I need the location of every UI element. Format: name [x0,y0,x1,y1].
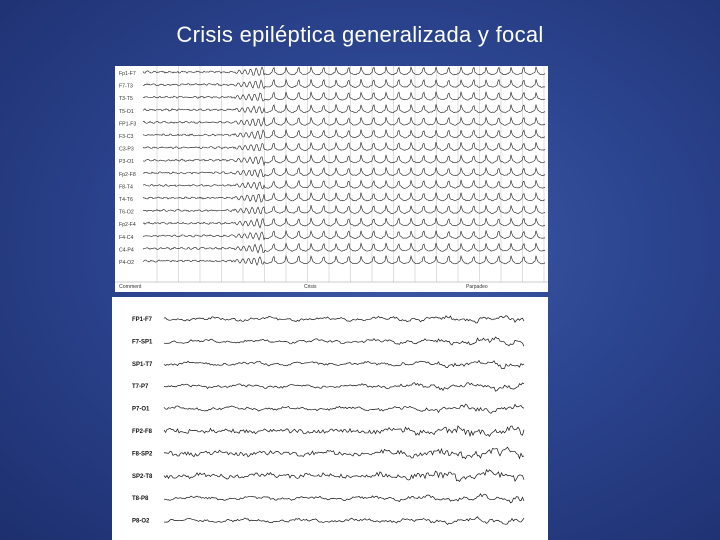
channel-label: P7-O1 [132,406,150,413]
eeg-channel-trace [164,517,524,525]
annotation-parpadeo: Parpadeo [466,284,488,290]
channel-label: P8-O2 [132,518,150,525]
eeg-channel-trace [143,129,545,138]
channel-label: C3-P3 [119,146,134,153]
eeg-channel-trace [143,180,545,189]
channel-label: F4-C4 [119,234,134,241]
channel-label: F8-T4 [119,184,133,191]
eeg-channel-trace [164,361,524,369]
channel-label: T6-O2 [119,209,134,216]
channel-label: T4-T6 [119,197,133,203]
channel-label: T8-P8 [132,496,149,503]
eeg-channel-trace [143,231,545,240]
channel-label: C4-P4 [119,247,134,254]
channel-label: FP1-F7 [132,317,153,323]
eeg-channel-trace [164,337,524,346]
channel-label: P4-O2 [119,260,134,266]
eeg-channel-trace [164,316,524,324]
eeg-channel-trace [143,243,545,253]
channel-label: F3-C3 [119,134,134,140]
channel-label: P3-O1 [119,159,134,166]
slide-title: Crisis epiléptica generalizada y focal [176,22,544,47]
comment-label: Comment [119,284,142,290]
channel-label: Fp1-F7 [119,71,136,77]
channel-label: T3-T5 [119,96,133,103]
eeg-channel-trace [164,404,524,413]
eeg-channel-trace [164,470,524,482]
eeg-channel-trace [143,142,545,151]
eeg-channel-trace [143,104,545,113]
channel-label: F7-SP1 [132,339,153,346]
eeg-channel-trace [164,447,524,458]
eeg-channel-trace [143,193,545,203]
eeg-channel-trace [143,117,545,126]
channel-label: T7-P7 [132,384,149,391]
eeg-generalized-seizure-panel [115,66,548,292]
eeg-channel-trace [143,256,545,266]
channel-label: F8-SP2 [132,451,153,458]
eeg-generalized-trace [115,66,548,292]
eeg-channel-trace [164,494,524,503]
channel-label: SP2-T8 [132,473,153,480]
channel-label: SP1-T7 [132,361,153,368]
eeg-channel-trace [143,92,545,101]
eeg-channel-trace [164,383,524,391]
eeg-focal-seizure-panel [112,297,548,540]
eeg-channel-trace [143,79,545,88]
eeg-channel-trace [143,167,545,177]
eeg-focal-trace [112,297,548,540]
channel-label: FP1-F3 [119,121,137,128]
eeg-channel-trace [164,426,524,436]
eeg-channel-trace [143,218,545,228]
eeg-channel-trace [143,155,545,165]
channel-label: F7-T3 [119,83,133,90]
eeg-channel-trace [143,205,545,214]
channel-label: FP2-F8 [132,429,153,435]
channel-label: Fp2-F8 [119,171,136,178]
annotation-crisis: Crisis [304,284,317,290]
eeg-channel-trace [143,67,545,76]
channel-label: T5-O1 [119,108,134,115]
channel-label: Fp2-F4 [119,222,136,229]
